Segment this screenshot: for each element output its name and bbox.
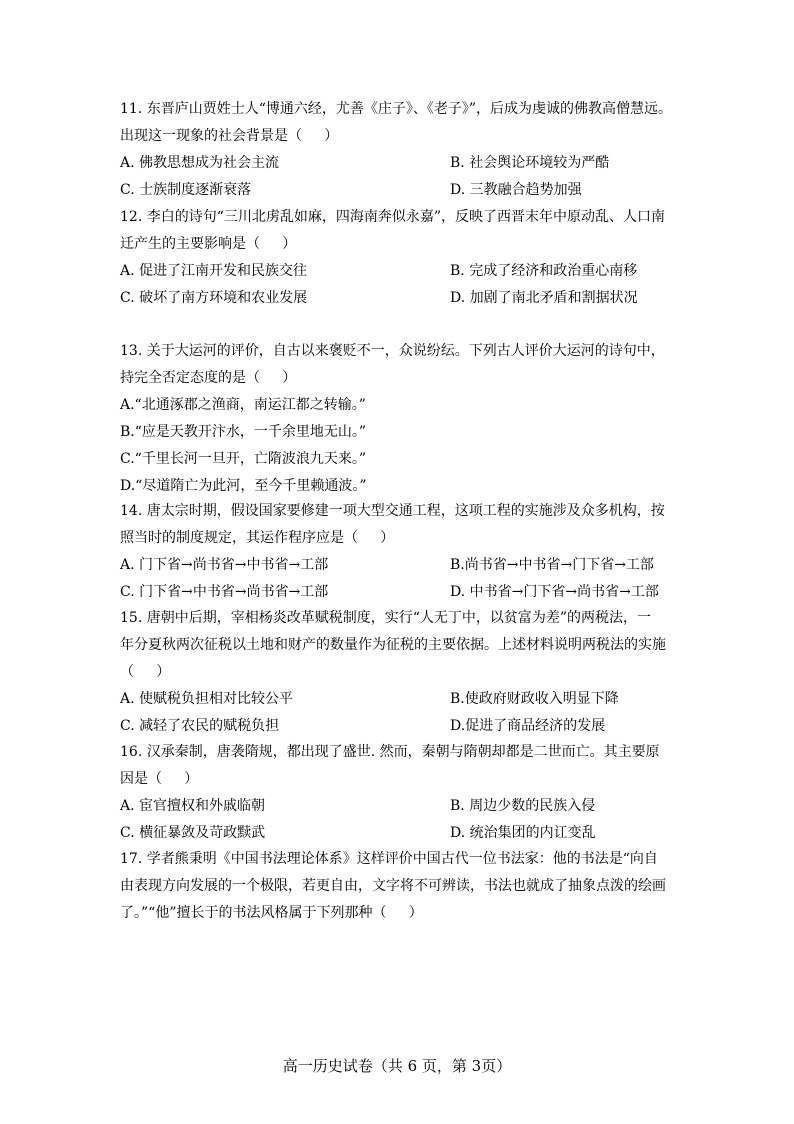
option-b: B.使政府财政收入明显下降 xyxy=(450,691,619,707)
option-a: A. 宦官擅权和外戚临朝 xyxy=(120,798,266,814)
option-c: C. 横征暴敛及苛政黩武 xyxy=(120,825,266,841)
option-c: C. 士族制度逐渐衰落 xyxy=(120,182,252,198)
question-stem-line: 11. 东晋庐山贾姓士人“博通六经，尤善《庄子》、《老子》”，后成为虔诚的佛教高僧慧远。 xyxy=(120,101,673,117)
option-c: C. 破坏了南方环境和农业发展 xyxy=(120,290,308,306)
option-a: A. 佛教思想成为社会主流 xyxy=(120,155,280,171)
option-d: D. 中书省→门下省→尚书省→工部 xyxy=(450,584,659,600)
question-15 xyxy=(120,605,680,740)
option-b: B.“应是天教开汴水，一千余里地无山。” xyxy=(120,424,367,440)
option-a: A.“北通涿郡之渔商，南运江都之转输。” xyxy=(120,397,366,413)
options-grid xyxy=(120,793,680,847)
option-c: C.“千里长河一旦开，亡隋波浪九天来。” xyxy=(120,451,366,467)
question-stem-line: 迁产生的主要影响是（ ） xyxy=(120,236,297,252)
option-b: B. 完成了经济和政治重心南移 xyxy=(450,263,638,279)
options-grid xyxy=(120,552,680,606)
question-stem-line: 14. 唐太宗时期，假设国家要修建一项大型交通工程，这项工程的实施涉及众多机构，按 xyxy=(120,503,665,519)
question-stem-line: 13. 关于大运河的评价，自古以来褒贬不一，众说纷纭。下列古人评价大运河的诗句中， xyxy=(120,343,665,359)
option-b: B.尚书省→中书省→门下省→工部 xyxy=(450,557,654,573)
question-stem-line: 照当时的制度规定，其运作程序应是（ ） xyxy=(120,530,395,546)
question-17 xyxy=(120,846,680,927)
question-stem-line: （ ） xyxy=(120,664,171,680)
option-d: D.“尽道隋亡为此河，至今千里赖通波。” xyxy=(120,478,367,494)
option-a: A. 使赋税负担相对比较公平 xyxy=(120,691,294,707)
page-footer: 高一历史试卷（共 6 页，第 3页） xyxy=(282,1057,512,1075)
options-grid xyxy=(120,686,680,740)
question-stem-line: 由表现方向发展的一个极限，若更自由，文字将不可辨读，书法也就成了抽象点泼的绘画 xyxy=(120,878,666,894)
option-a: A. 门下省→尚书省→中书省→工部 xyxy=(120,557,329,573)
question-16 xyxy=(120,739,680,847)
option-d: D. 统治集团的内讧变乱 xyxy=(450,825,596,841)
option-c: C. 减轻了农民的赋税负担 xyxy=(120,718,280,734)
question-stem-line: 15. 唐朝中后期，宰相杨炎改革赋税制度，实行“人无丁中，以贫富为差”的两税法，一 xyxy=(120,610,652,626)
option-d: D.促进了商品经济的发展 xyxy=(450,718,606,734)
option-b: B. 周边少数的民族入侵 xyxy=(450,798,596,814)
option-d: D. 加剧了南北矛盾和割据状况 xyxy=(450,290,638,306)
question-12 xyxy=(120,204,680,312)
question-13 xyxy=(120,338,680,500)
question-stem-line: 出现这一现象的社会背景是（ ） xyxy=(120,128,339,144)
question-11 xyxy=(120,96,680,204)
options-grid xyxy=(120,258,680,312)
question-stem-line: 持完全否定态度的是（ ） xyxy=(120,370,297,386)
option-c: C. 门下省→中书省→尚书省→工部 xyxy=(120,584,329,600)
options-grid xyxy=(120,150,680,204)
question-stem-line: 12. 李白的诗句“三川北虏乱如麻，四海南奔似永嘉”，反映了西晋末年中原动乱、人口南 xyxy=(120,209,666,225)
option-d: D. 三教融合趋势加强 xyxy=(450,182,582,198)
option-b: B. 社会舆论环境较为严酷 xyxy=(450,155,610,171)
option-a: A. 促进了江南开发和民族交往 xyxy=(120,263,308,279)
question-14 xyxy=(120,498,680,606)
question-stem-line: 因是（ ） xyxy=(120,771,199,787)
question-stem-line: 17. 学者熊秉明《中国书法理论体系》这样评价中国古代一位书法家：他的书法是“向自 xyxy=(120,851,658,867)
question-stem-line: 16. 汉承秦制，唐袭隋规，都出现了盛世. 然而，秦朝与隋朝却都是二世而亡。其主要原 xyxy=(120,744,660,760)
question-stem-line: 了。”“他”擅长于的书法风格属于下列那种（ ） xyxy=(120,905,423,921)
question-stem-line: 年分夏秋两次征税以土地和财产的数量作为征税的主要依据。上述材料说明两税法的实施 xyxy=(120,637,666,653)
